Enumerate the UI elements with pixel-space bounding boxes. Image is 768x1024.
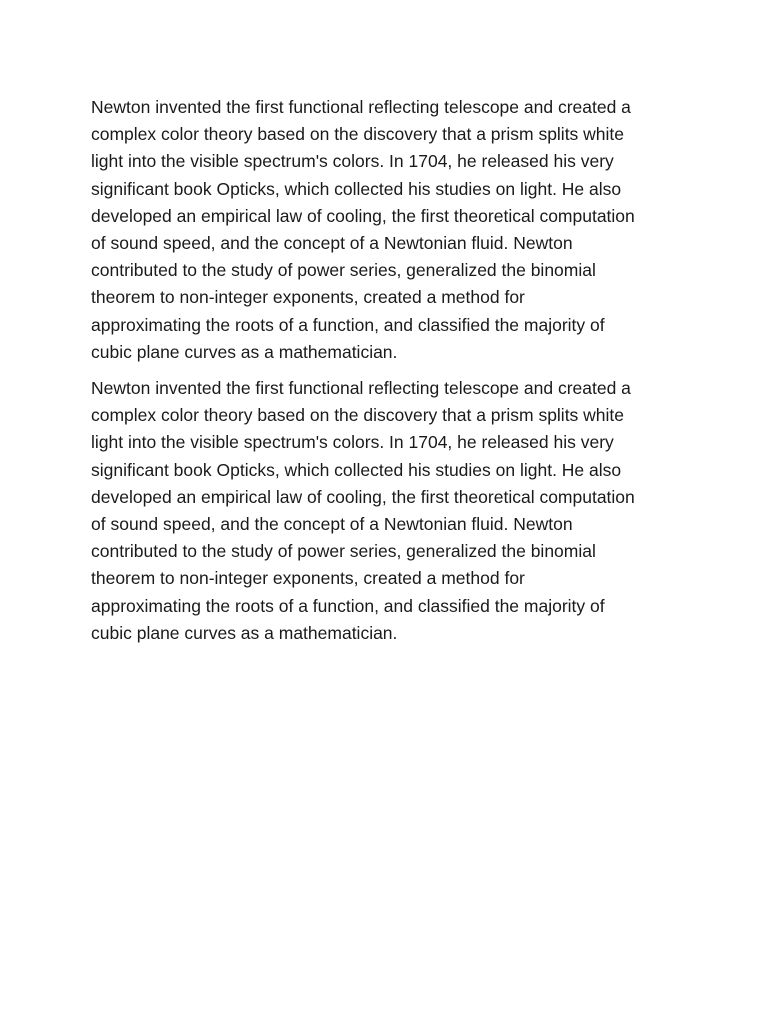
paragraph-line: theorem to non-integer exponents, created a method for xyxy=(91,287,525,308)
paragraph-line: cubic plane curves as a mathematician. xyxy=(91,341,398,362)
paragraph-line: significant book Opticks, which collected his studies on light. He also xyxy=(91,178,622,199)
paragraph-line: contributed to the study of power series, generalized the binomial xyxy=(91,260,596,281)
document-body xyxy=(91,94,691,656)
paragraph-line: developed an empirical law of cooling, the first theoretical computation xyxy=(91,205,635,226)
paragraph-2 xyxy=(91,375,691,647)
paragraph-line: cubic plane curves as a mathematician. xyxy=(91,622,398,643)
paragraph-line: Newton invented the first functional reflecting telescope and created a xyxy=(91,97,631,117)
paragraph-line: contributed to the study of power series, generalized the binomial xyxy=(91,541,596,562)
paragraph-line: theorem to non-integer exponents, created a method for xyxy=(91,568,525,589)
paragraph-line: approximating the roots of a function, and classified the majority of xyxy=(91,314,605,335)
paragraph-line: developed an empirical law of cooling, the first theoretical computation xyxy=(91,486,635,507)
paragraph-line: light into the visible spectrum's colors. In 1704, he released his very xyxy=(91,432,614,453)
paragraph-line: of sound speed, and the concept of a Newtonian fluid. Newton xyxy=(91,514,573,535)
paragraph-line: approximating the roots of a function, and classified the majority of xyxy=(91,595,605,616)
paragraph-line: of sound speed, and the concept of a Newtonian fluid. Newton xyxy=(91,233,573,254)
paragraph-line: Newton invented the first functional reflecting telescope and created a xyxy=(91,378,631,399)
paragraph-line: complex color theory based on the discovery that a prism splits white xyxy=(91,124,625,145)
paragraph-line: light into the visible spectrum's colors. In 1704, he released his very xyxy=(91,151,614,172)
paragraph-1 xyxy=(91,94,691,366)
paragraph-line: complex color theory based on the discovery that a prism splits white xyxy=(91,405,625,426)
paragraph-line: significant book Opticks, which collected his studies on light. He also xyxy=(91,459,622,480)
